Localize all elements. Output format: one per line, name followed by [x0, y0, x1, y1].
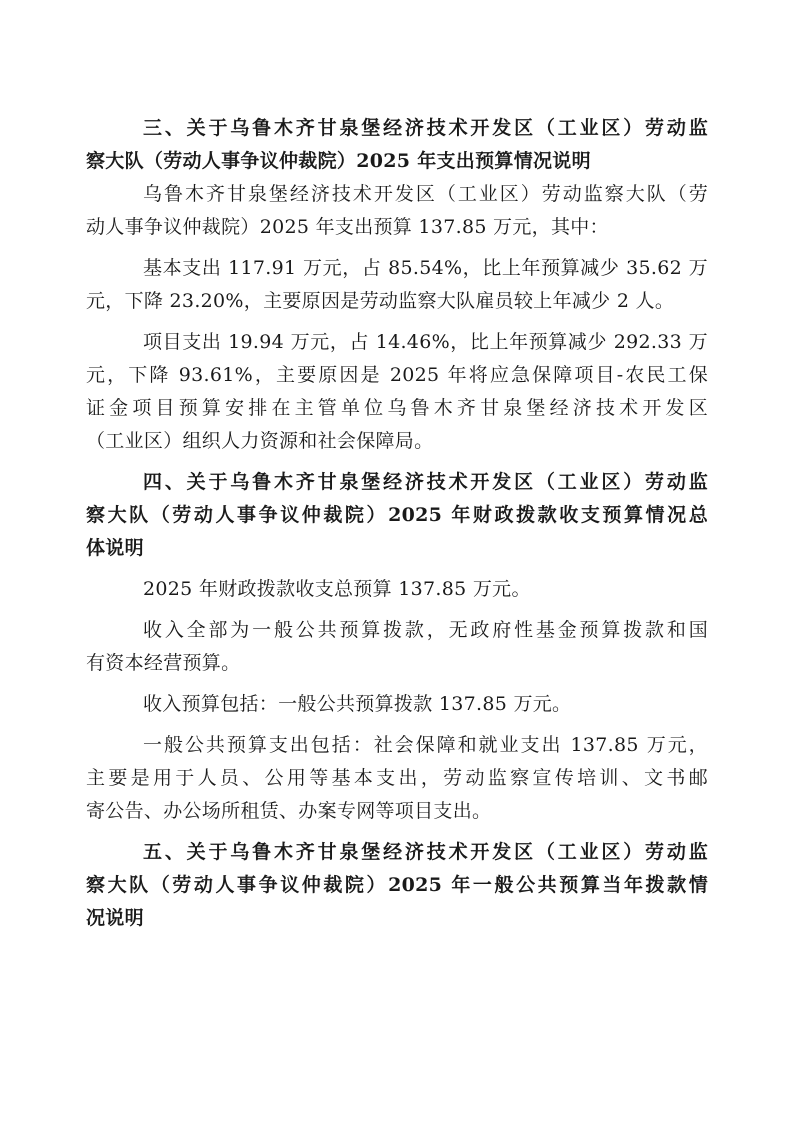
section-4-paragraph-income-budget	[86, 688, 708, 721]
section-3-paragraph-basic	[86, 252, 708, 318]
text-line: 动人事争议仲裁院）2025 年支出预算 137.85 万元，其中：	[86, 216, 609, 238]
text-line: 主要是用于人员、公用等基本支出，劳动监察宣传培训、文书邮	[86, 767, 708, 789]
text-line: 况说明	[86, 907, 144, 929]
text-line: 基本支出 117.91 万元，占 85.54%，比上年预算减少 35.62 万	[143, 257, 708, 279]
document-body	[86, 112, 708, 935]
section-3-heading	[86, 112, 708, 178]
section-4-paragraph-expenditure	[86, 729, 708, 828]
text-line: 收入预算包括：一般公共预算拨款 137.85 万元。	[143, 693, 572, 715]
section-5-heading	[86, 836, 708, 935]
text-line: 2025 年财政拨款收支总预算 137.85 万元。	[143, 578, 531, 600]
text-line: 察大队（劳动人事争议仲裁院）2025 年财政拨款收支预算情况总	[86, 504, 708, 526]
text-line: 一般公共预算支出包括：社会保障和就业支出 137.85 万元，	[143, 734, 708, 756]
text-line: 元，下降 23.20%，主要原因是劳动监察大队雇员较上年减少 2 人。	[86, 290, 675, 312]
text-line: 察大队（劳动人事争议仲裁院）2025 年一般公共预算当年拨款情	[86, 874, 708, 896]
text-line: 证金项目预算安排在主管单位乌鲁木齐甘泉堡经济技术开发区	[86, 397, 708, 419]
section-3-paragraph-total	[86, 178, 708, 244]
text-line: 寄公告、办公场所租赁、办案专网等项目支出。	[86, 800, 492, 822]
text-line: 五、关于乌鲁木齐甘泉堡经济技术开发区（工业区）劳动监	[143, 841, 708, 863]
section-4-paragraph-income-composition	[86, 614, 708, 680]
text-line: 乌鲁木齐甘泉堡经济技术开发区（工业区）劳动监察大队（劳	[143, 183, 708, 205]
section-3-paragraph-project	[86, 326, 708, 458]
section-4-heading	[86, 466, 708, 565]
text-line: 有资本经营预算。	[86, 652, 241, 674]
text-line: 元，下降 93.61%，主要原因是 2025 年将应急保障项目-农民工保	[86, 364, 708, 386]
text-line: 体说明	[86, 537, 144, 559]
text-line: 四、关于乌鲁木齐甘泉堡经济技术开发区（工业区）劳动监	[143, 471, 708, 493]
text-line: （工业区）组织人力资源和社会保障局。	[86, 430, 434, 452]
text-line: 察大队（劳动人事争议仲裁院）2025 年支出预算情况说明	[86, 150, 591, 172]
text-line: 收入全部为一般公共预算拨款，无政府性基金预算拨款和国	[143, 619, 708, 641]
text-line: 三、关于乌鲁木齐甘泉堡经济技术开发区（工业区）劳动监	[143, 117, 708, 139]
text-line: 项目支出 19.94 万元，占 14.46%，比上年预算减少 292.33 万	[143, 331, 708, 353]
section-4-paragraph-total	[86, 573, 708, 606]
